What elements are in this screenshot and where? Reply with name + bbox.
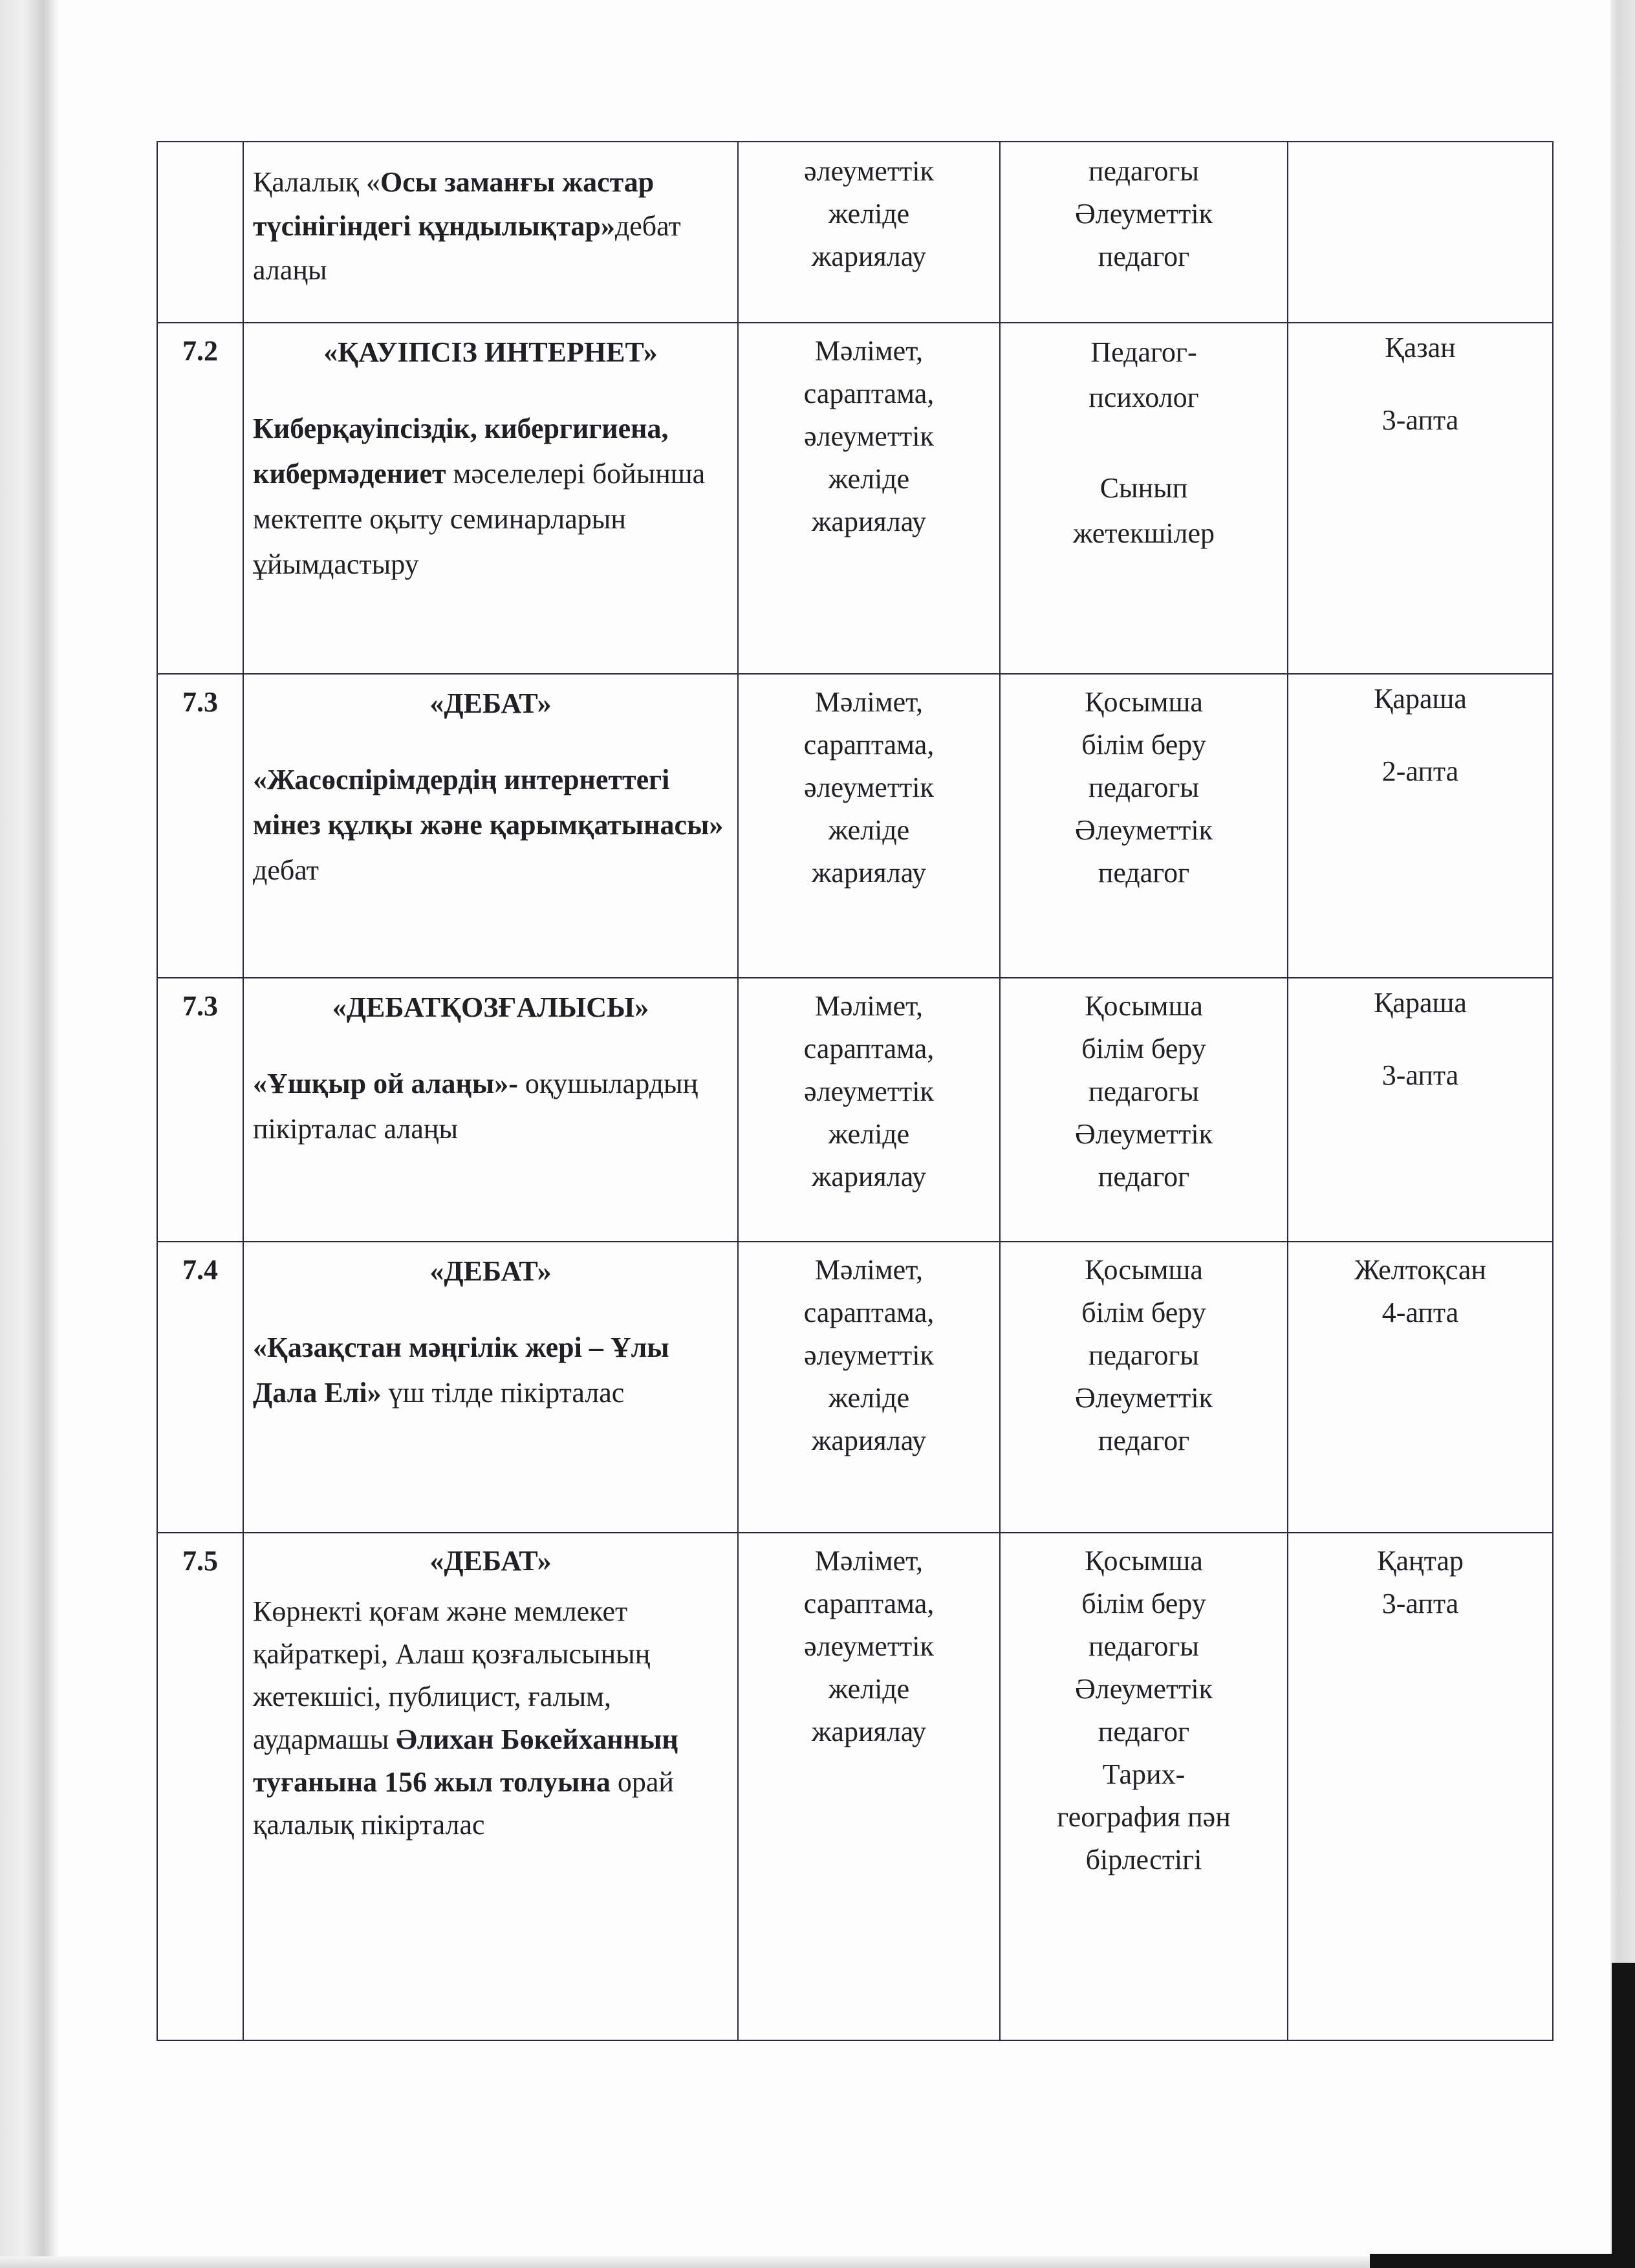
event-heading: «ДЕБАТ» <box>429 1545 552 1577</box>
event-title: «Қазақстан мәңгілік жері – Ұлы Дала Елі» <box>253 1332 669 1409</box>
form-line: әлеуметтік <box>804 1630 934 1662</box>
responsible-line: Әлеуметтік <box>1074 1673 1213 1705</box>
form-cell <box>738 1242 1000 1533</box>
form-cell <box>738 323 1000 674</box>
date-week: 3-апта <box>1381 1059 1459 1091</box>
form-line: жариялау <box>812 1716 926 1747</box>
responsible-line: Әлеуметтік <box>1074 1382 1213 1414</box>
responsible-line: педагог <box>1098 1425 1190 1456</box>
scan-shadow-right <box>1610 0 1635 2268</box>
responsible-line <box>1010 420 1278 466</box>
event-text: оқушылардың пікірталас алаңы <box>253 1068 698 1145</box>
responsible-line: педагогы <box>1088 772 1199 803</box>
date-spacer <box>1297 1021 1543 1057</box>
responsible-line: психолог <box>1088 382 1199 413</box>
responsible-line: Әлеуметтік <box>1074 1118 1213 1150</box>
form-line: желіде <box>828 198 910 230</box>
date-spacer <box>1297 366 1543 402</box>
event-text: үш тілде пікірталас <box>381 1377 625 1409</box>
responsible-line: Қосымша <box>1085 1545 1203 1577</box>
responsible-line: педагогы <box>1088 155 1199 187</box>
responsible-line: педагогы <box>1088 1630 1199 1662</box>
event-plan-table <box>157 141 1554 2041</box>
responsible-line: Қосымша <box>1085 686 1203 718</box>
spacer <box>253 1582 728 1590</box>
spacer <box>253 1294 728 1325</box>
date-week: 4-апта <box>1381 1297 1459 1328</box>
responsible-line: Қосымша <box>1085 990 1203 1022</box>
form-line: әлеуметтік <box>804 420 934 452</box>
responsible-line: Тарих- <box>1102 1758 1186 1790</box>
table-row <box>157 1533 1553 2040</box>
form-cell <box>738 978 1000 1242</box>
responsible-cell <box>1000 1533 1288 2040</box>
event-title: Әлихан Бөкейханның туғанына 156 жыл толуына <box>253 1723 678 1798</box>
event-cell <box>243 978 738 1242</box>
event-cell <box>243 674 738 978</box>
event-cell <box>243 1242 738 1533</box>
responsible-line: педагог <box>1098 241 1190 272</box>
responsible-cell <box>1000 323 1288 674</box>
form-line: Мәлімет, <box>814 335 924 367</box>
form-line: сараптама, <box>803 1588 935 1619</box>
form-line: әлеуметтік <box>804 155 934 187</box>
event-title: Киберқауіпсіздік, кибергигиена, кибермәдениет <box>253 413 669 490</box>
date-month: Желтоқсан <box>1354 1254 1486 1286</box>
date-cell <box>1288 1533 1553 2040</box>
event-text: дебат алаңы <box>253 210 681 286</box>
table-row <box>157 674 1553 978</box>
form-line: әлеуметтік <box>804 1075 934 1107</box>
date-week: 3-апта <box>1381 404 1459 436</box>
date-cell <box>1288 142 1553 323</box>
event-title: Осы заманғы жастар түсінігіндегі құндылықтар» <box>253 166 655 242</box>
date-month: Қараша <box>1374 987 1467 1019</box>
responsible-cell <box>1000 978 1288 1242</box>
date-week: 3-апта <box>1381 1588 1459 1619</box>
responsible-line: білім беру <box>1081 1297 1206 1328</box>
date-cell <box>1288 978 1553 1242</box>
responsible-line: педагог <box>1098 1161 1190 1193</box>
form-line: сараптама, <box>803 729 935 761</box>
responsible-line: Сынып <box>1099 472 1188 504</box>
scan-border-bottom <box>1370 2254 1635 2268</box>
form-line: Мәлімет, <box>814 1545 924 1577</box>
responsible-line: география пән <box>1057 1801 1231 1833</box>
spacer <box>253 375 728 406</box>
event-heading: «ДЕБАТҚОЗҒАЛЫСЫ» <box>332 991 649 1023</box>
date-spacer <box>1297 717 1543 753</box>
form-line: жариялау <box>812 506 926 537</box>
date-month: Қаңтар <box>1377 1545 1464 1577</box>
responsible-line: Педагог- <box>1090 336 1197 368</box>
event-text: Көрнекті қоғам және мемлекет қайраткері, Алаш қозғалысының жетекшісі, публицист, ғалым, аудармашы <box>253 1595 651 1755</box>
responsible-line: Қосымша <box>1085 1254 1203 1286</box>
form-line: сараптама, <box>803 378 935 409</box>
responsible-line: Әлеуметтік <box>1074 814 1213 846</box>
event-cell <box>243 1533 738 2040</box>
row-number: 7.3 <box>157 978 243 1242</box>
responsible-line: педагог <box>1098 857 1190 889</box>
event-heading: «ҚАУІПСІЗ ИНТЕРНЕТ» <box>323 336 658 368</box>
form-line: әлеуметтік <box>804 1339 934 1371</box>
event-heading: «ДЕБАТ» <box>429 687 552 719</box>
scan-border-right <box>1612 1963 1635 2268</box>
form-line: жариялау <box>812 241 926 272</box>
table-row <box>157 323 1553 674</box>
spacer <box>253 726 728 757</box>
event-text: орай қалалық пікірталас <box>253 1766 674 1841</box>
responsible-line: Әлеуметтік <box>1074 198 1213 230</box>
form-line: сараптама, <box>803 1033 935 1064</box>
responsible-line: бірлестігі <box>1085 1844 1202 1875</box>
form-line: желіде <box>828 1118 910 1150</box>
responsible-cell <box>1000 142 1288 323</box>
responsible-line: білім беру <box>1081 1588 1206 1619</box>
date-cell <box>1288 1242 1553 1533</box>
scan-shadow-left <box>0 0 58 2268</box>
date-cell <box>1288 674 1553 978</box>
form-line: жариялау <box>812 857 926 889</box>
form-line: әлеуметтік <box>804 772 934 803</box>
event-title: «Ұшқыр ой алаңы»- <box>253 1068 518 1099</box>
form-line: желіде <box>828 1382 910 1414</box>
event-text: Қалалық « <box>253 166 381 198</box>
form-line: жариялау <box>812 1161 926 1193</box>
form-cell <box>738 142 1000 323</box>
row-number: 7.2 <box>157 323 243 674</box>
spacer <box>253 1030 728 1061</box>
responsible-line: педагогы <box>1088 1339 1199 1371</box>
event-heading: «ДЕБАТ» <box>429 1255 552 1287</box>
event-text: дебат <box>253 854 319 886</box>
table-row <box>157 978 1553 1242</box>
table-row <box>157 1242 1553 1533</box>
event-text: мәселелері бойынша мектепте оқыту семинарларын ұйымдастыру <box>253 458 706 580</box>
date-week: 2-апта <box>1381 755 1459 787</box>
form-line: Мәлімет, <box>814 990 924 1022</box>
form-cell <box>738 1533 1000 2040</box>
row-number: 7.3 <box>157 674 243 978</box>
form-line: жариялау <box>812 1425 926 1456</box>
row-number: 7.4 <box>157 1242 243 1533</box>
date-cell <box>1288 323 1553 674</box>
event-cell <box>243 323 738 674</box>
form-line: желіде <box>828 463 910 495</box>
form-line: Мәлімет, <box>814 686 924 718</box>
date-month: Қараша <box>1374 683 1467 715</box>
form-cell <box>738 674 1000 978</box>
table-row <box>157 142 1553 323</box>
form-line: желіде <box>828 1673 910 1705</box>
row-number: 7.5 <box>157 1533 243 2040</box>
event-cell <box>243 142 738 323</box>
date-month: Қазан <box>1385 332 1456 363</box>
form-line: Мәлімет, <box>814 1254 924 1286</box>
responsible-line: жетекшілер <box>1072 517 1215 549</box>
responsible-cell <box>1000 1242 1288 1533</box>
form-line: сараптама, <box>803 1297 935 1328</box>
scan-shadow-bottom <box>0 2256 1370 2268</box>
responsible-line: педагог <box>1098 1716 1190 1747</box>
event-title: «Жасөспірімдердің интернеттегі мінез құлқы және қарымқатынасы» <box>253 764 724 841</box>
responsible-line: педагогы <box>1088 1075 1199 1107</box>
responsible-line: білім беру <box>1081 729 1206 761</box>
row-number <box>157 142 243 323</box>
responsible-line: білім беру <box>1081 1033 1206 1064</box>
form-line: желіде <box>828 814 910 846</box>
responsible-cell <box>1000 674 1288 978</box>
